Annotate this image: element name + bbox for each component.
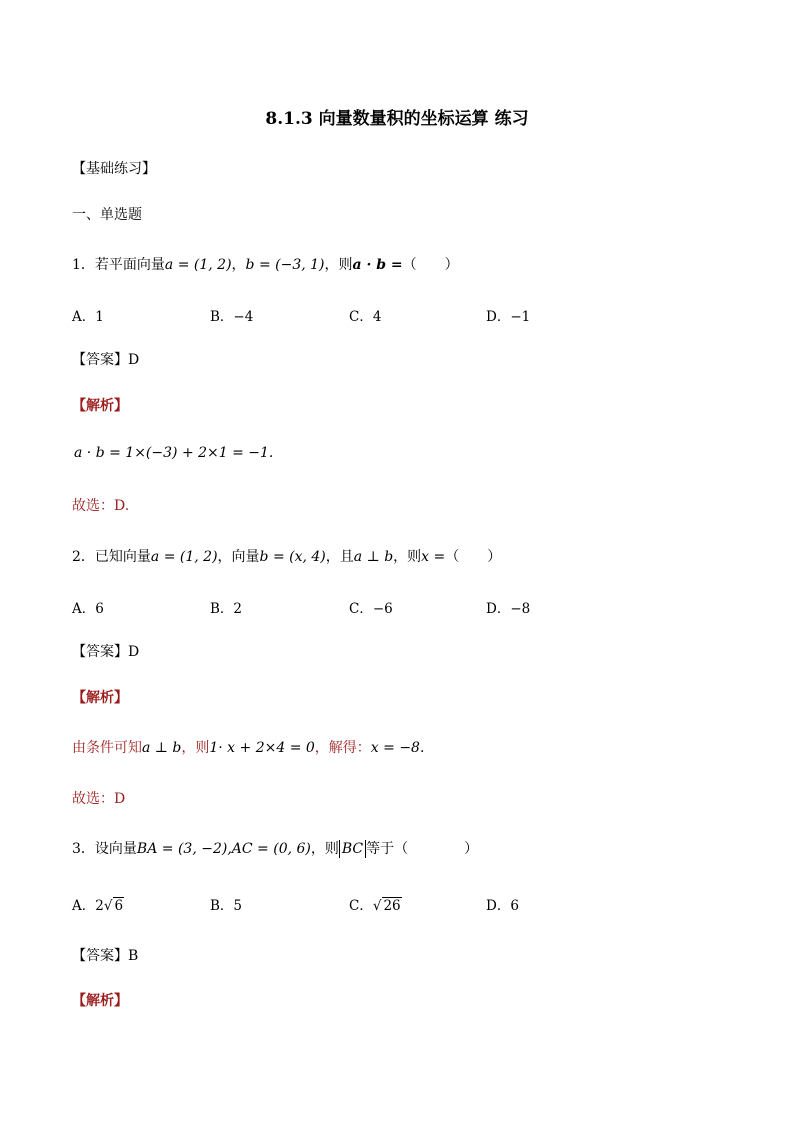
q1-vector-a: a = (1, 2) — [164, 257, 232, 273]
q3-analysis-label: 【解析】 — [72, 993, 128, 1009]
q2-sep1: ，向量 — [217, 549, 260, 565]
q1-option-d: D．−1 — [486, 309, 531, 325]
q2-solution-perp: a ⊥ b — [142, 740, 182, 756]
q2-option-b: B．2 — [210, 601, 243, 617]
q1-prefix: 1．若平面向量 — [72, 257, 165, 273]
section-single-choice: 一、单选题 — [72, 207, 142, 223]
q3-option-b: B．5 — [210, 898, 243, 914]
q2-prefix: 2．已知向量 — [72, 549, 151, 565]
q3-option-a-prefix: A． — [72, 898, 96, 914]
q3-suffix: 等于（ ） — [366, 841, 479, 857]
q2-answer: 【答案】D — [72, 644, 140, 660]
q3-prefix: 3．设向量 — [72, 841, 137, 857]
q3-option-c-radicand: 26 — [383, 898, 401, 914]
section-basic-practice: 【基础练习】 — [72, 161, 156, 177]
q3-vector-ac: AC = (0, 6) — [231, 841, 311, 857]
q2-paren: （ ） — [445, 549, 502, 565]
q1-solution: a · b = 1×(−3) + 2×1 = −1. — [74, 445, 274, 461]
q3-option-a-coef: 2 — [95, 898, 104, 914]
q1-dot-product: a · b = — [352, 257, 403, 273]
question-2-stem — [72, 546, 501, 566]
q3-magnitude-bc: BC — [339, 840, 366, 858]
question-1-stem — [72, 254, 459, 274]
q2-analysis-label: 【解析】 — [72, 690, 128, 706]
q2-perpendicular: a ⊥ b — [353, 549, 394, 565]
q1-option-c: C．4 — [349, 309, 382, 325]
q3-option-a-radicand: 6 — [114, 898, 124, 914]
q2-solution-prefix: 由条件可知 — [72, 740, 142, 756]
q2-sep3: ，则 — [393, 549, 422, 565]
q2-x: x = — [421, 549, 446, 565]
question-3-stem — [72, 838, 478, 858]
q1-paren: （ ） — [402, 257, 459, 273]
q3-option-c: C．√ 26 — [349, 898, 401, 914]
q1-option-b: B．−4 — [210, 309, 254, 325]
q2-vector-b: b = (x, 4) — [259, 549, 326, 565]
q2-solution-equation: 1· x + 2×4 = 0 — [209, 740, 315, 756]
q1-sep1: ， — [231, 257, 246, 273]
q1-conclusion: 故选：D. — [72, 498, 130, 514]
q2-solution-mid2: ，解得： — [314, 740, 371, 756]
q1-option-a: A．1 — [72, 309, 104, 325]
q1-vector-b: b = (−3, 1) — [245, 257, 325, 273]
q2-option-a: A．6 — [72, 601, 104, 617]
q2-conclusion: 故选：D — [72, 791, 126, 807]
q2-vector-a: a = (1, 2) — [150, 549, 218, 565]
q2-sep2: ，且 — [325, 549, 354, 565]
page-title: 8.1.3 向量数量积的坐标运算 练习 — [265, 109, 529, 129]
q2-option-c: C．−6 — [349, 601, 393, 617]
q2-solution-result: x = −8. — [370, 740, 425, 756]
q3-answer: 【答案】B — [72, 948, 139, 964]
q2-solution — [72, 737, 424, 757]
q3-option-c-prefix: C． — [349, 898, 373, 914]
q3-option-a: A．2√ 6 — [72, 898, 124, 914]
q1-answer: 【答案】D — [72, 352, 140, 368]
q3-vector-ba: BA = (3, −2), — [136, 841, 232, 857]
q1-sep2: ，则 — [324, 257, 353, 273]
q3-option-d: D．6 — [486, 898, 519, 914]
q2-solution-mid: ，则 — [181, 740, 210, 756]
q3-sep2: ，则 — [310, 841, 339, 857]
q1-analysis-label: 【解析】 — [72, 398, 128, 414]
q2-option-d: D．−8 — [486, 601, 531, 617]
